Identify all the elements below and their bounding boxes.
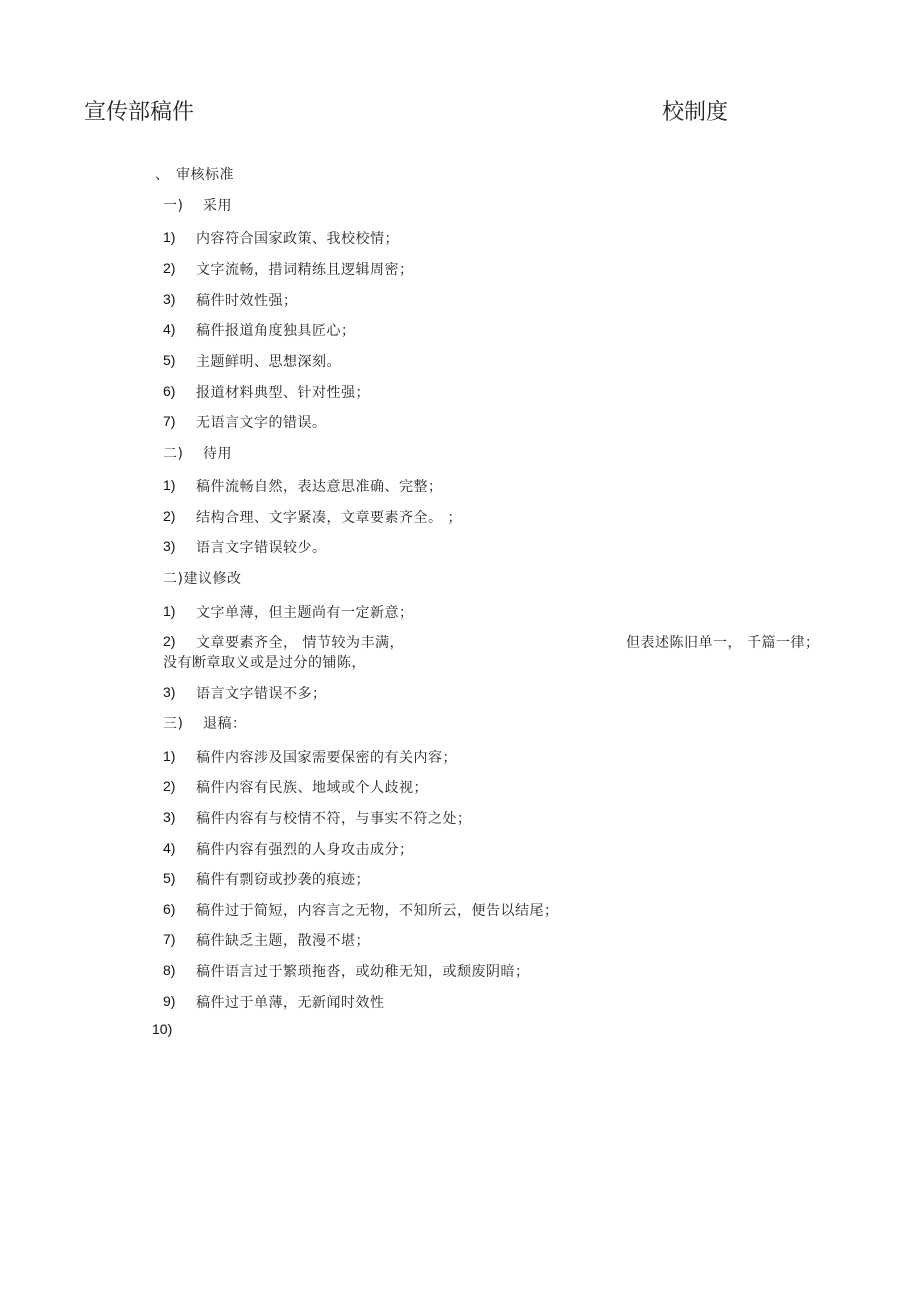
list-item-text: 语言文字错误不多； [196, 686, 327, 702]
group-title: 采用 [203, 198, 232, 214]
list-item-text: 稿件流畅自然，表达意思准确、完整； [196, 479, 443, 495]
list-item-text: 稿件报道角度独具匠心； [196, 323, 356, 339]
list-item-text: 稿件过于简短，内容言之无物，不知所云，便告以结尾； [196, 903, 559, 919]
list-item-number: 3) [163, 291, 176, 307]
group-label: 二)建议修改 [163, 571, 242, 587]
list-item-text: 报道材料典型、针对性强； [196, 385, 370, 401]
list-item-text: 主题鲜明、思想深刻。 [196, 354, 341, 370]
list-item-number: 6) [163, 383, 176, 399]
list-item-text: 结构合理、文字紧凑，文章要素齐全。 ； [196, 510, 462, 526]
list-item-text: 稿件过于单薄，无新闻时效性 [196, 995, 385, 1011]
list-item-text: 稿件时效性强； [196, 293, 298, 309]
list-item-text: 稿件内容有民族、地域或个人歧视； [196, 780, 428, 796]
group-title: 退稿： [203, 716, 247, 732]
list-item-text: 文字单薄，但主题尚有一定新意； [196, 605, 414, 621]
group-title: 待用 [203, 446, 232, 462]
section-bullet: 、 [155, 167, 170, 183]
list-item-number: 4) [163, 840, 176, 856]
group-label: 三) [163, 716, 184, 732]
list-item-number: 1) [163, 477, 176, 493]
group-label: 二) [163, 446, 184, 462]
page-title-right: 校制度 [662, 100, 729, 125]
list-item-number: 1) [163, 229, 176, 245]
list-item-text: 稿件内容有与校情不符，与事实不符之处； [196, 811, 472, 827]
page-title-left: 宣传部稿件 [84, 100, 195, 125]
list-item-text: 语言文字错误较少。 [196, 540, 327, 556]
list-item-number: 3) [163, 809, 176, 825]
list-item-text: 无语言文字的错误。 [196, 415, 327, 431]
list-item-number: 3) [163, 684, 176, 700]
list-item-text: 内容符合国家政策、我校校情； [196, 231, 399, 247]
list-item-number: 4) [163, 321, 176, 337]
list-item-number: 6) [163, 901, 176, 917]
list-item-text: 稿件内容有强烈的人身攻击成分； [196, 842, 414, 858]
list-item-text-right: 但表述陈旧单一， 千篇一律； [626, 635, 820, 651]
group-label: 一) [163, 198, 184, 214]
list-item-number: 10) [152, 1021, 173, 1037]
list-item-number: 2) [163, 508, 176, 524]
list-item-text: 文字流畅，措词精练且逻辑周密； [196, 262, 414, 278]
list-item-number: 7) [163, 413, 176, 429]
list-item-number: 1) [163, 748, 176, 764]
list-item-number: 1) [163, 603, 176, 619]
list-item-number: 9) [163, 993, 176, 1009]
list-item-text: 稿件有剽窃或抄袭的痕迹； [196, 872, 370, 888]
list-item-number: 2) [163, 260, 176, 276]
list-item-text: 稿件语言过于繁琐拖沓，或幼稚无知，或颓废阴暗； [196, 964, 530, 980]
list-item-text-continuation: 没有断章取义或是过分的铺陈， [163, 655, 366, 671]
list-item-text: 稿件缺乏主题，散漫不堪； [196, 933, 370, 949]
list-item-number: 2) [163, 633, 176, 649]
list-item-number: 5) [163, 352, 176, 368]
list-item-number: 7) [163, 931, 176, 947]
list-item-number: 5) [163, 870, 176, 886]
list-item-text: 稿件内容涉及国家需要保密的有关内容； [196, 750, 457, 766]
list-item-number: 8) [163, 962, 176, 978]
list-item-number: 2) [163, 778, 176, 794]
list-item-number: 3) [163, 538, 176, 554]
list-item-text: 文章要素齐全， 情节较为丰满， [196, 635, 404, 651]
section-heading: 审核标准 [176, 167, 234, 183]
